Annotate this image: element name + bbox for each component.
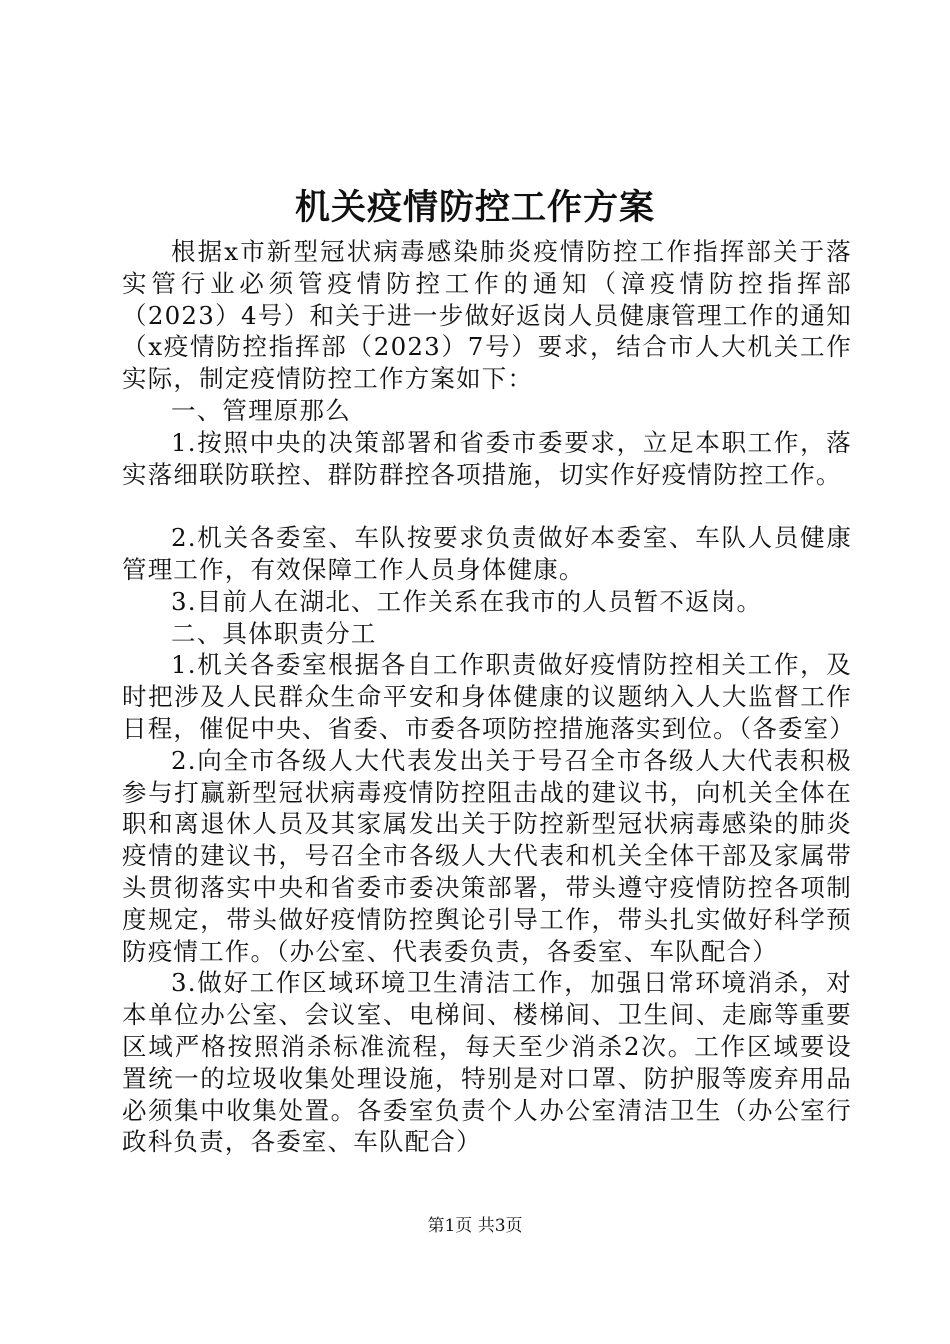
principle-item-2: 2.机关各委室、车队按要求负责做好本委室、车队人员健康管理工作，有效保障工作人员身体健康。 (122, 523, 852, 584)
duty-item-2: 2.向全市各级人大代表发出关于号召全市各级人大代表积极参与打赢新型冠状病毒疫情防控阻击战的建议书，向机关全体在职和离退休人员及其家属发出关于防控新型冠状病毒感染的肺炎疫情的建议书，号召全市各级人大代表和机关全体干部及家属带头贯彻落实中央和省委市委决策部署，带头遵守疫情防控各项制度规定，带头做好疫情防控舆论引导工作，带头扎实做好科学预防疫情工作。（办公室、代表委负责，各委室、车队配合） (122, 745, 852, 966)
intro-paragraph: 根据x市新型冠状病毒感染肺炎疫情防控工作指挥部关于落实管行业必须管疫情防控工作的通知（漳疫情防控指挥部（2023）4号）和关于进一步做好返岗人员健康管理工作的通知（x疫情防控指挥部（2023）7号）要求，结合市人大机关工作实际，制定疫情防控工作方案如下： (122, 237, 852, 394)
duty-item-3: 3.做好工作区域环境卫生清洁工作，加强日常环境消杀，对本单位办公室、会议室、电梯间、楼梯间、卫生间、走廊等重要区域严格按照消杀标准流程，每天至少消杀2次。工作区域要设置统一的垃圾收集处理设施，特别是对口罩、防护服等废弃用品必须集中收集处置。各委室负责个人办公室清洁卫生（办公室行政科负责，各委室、车队配合） (122, 968, 852, 1157)
duty-item-1: 1.机关各委室根据各自工作职责做好疫情防控相关工作，及时把涉及人民群众生命平安和身体健康的议题纳入人大监督工作日程，催促中央、省委、市委各项防控措施落实到位。（各委室） (122, 650, 856, 743)
section-heading-principles: 一、管理原那么 (171, 395, 351, 425)
page-number-footer: 第1页 共3页 (427, 1216, 523, 1236)
section-heading-duties: 二、具体职责分工 (171, 618, 377, 648)
document-title: 机关疫情防控工作方案 (294, 187, 655, 228)
principle-item-1: 1.按照中央的决策部署和省委市委要求，立足本职工作，落实落细联防联控、群防群控各项措施，切实作好疫情防控工作。 (122, 427, 852, 489)
document-body (122, 236, 856, 1158)
principle-item-3: 3.目前人在湖北、工作关系在我市的人员暂不返岗。 (171, 586, 763, 616)
